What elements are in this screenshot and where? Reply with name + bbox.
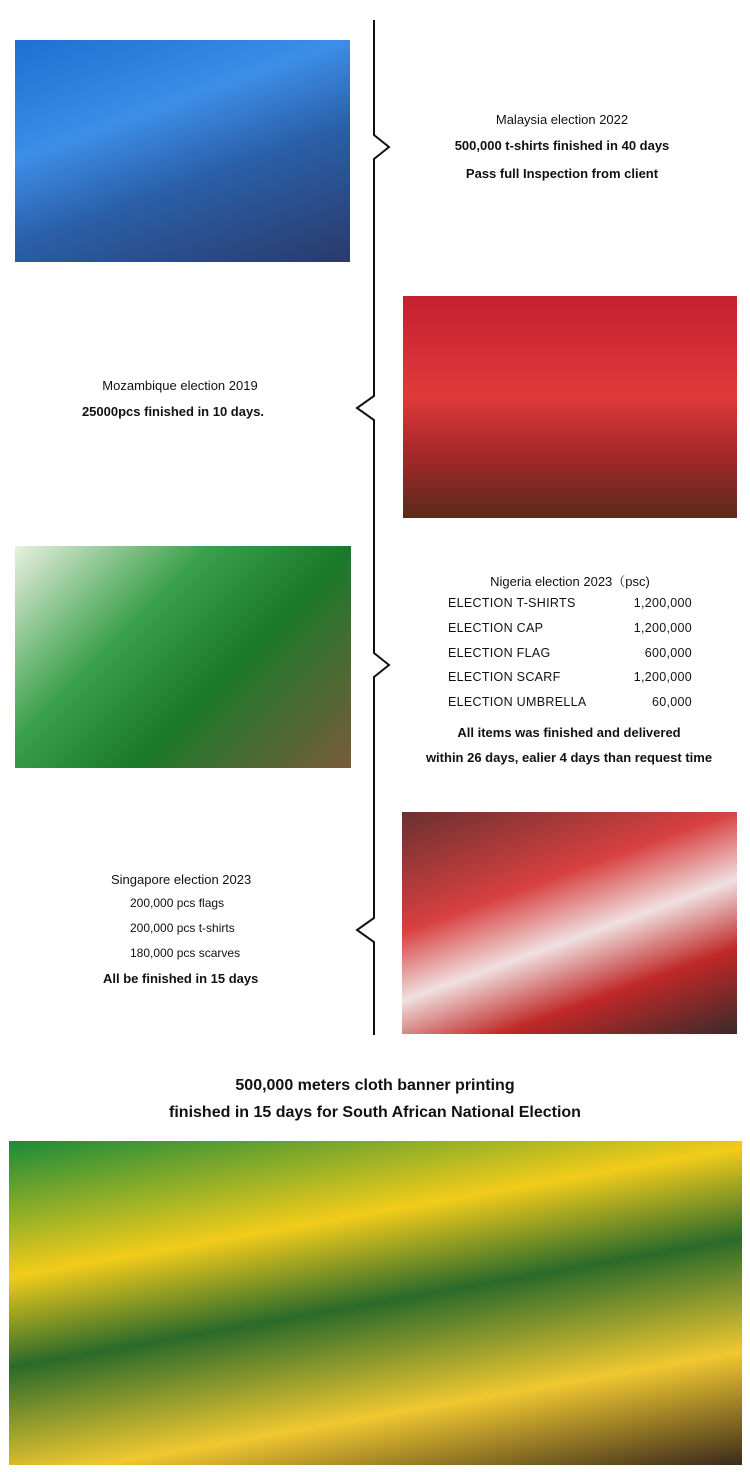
- nigeria-item: ELECTION SCARF 1,200,000: [448, 670, 692, 684]
- mozambique-rally-photo: [403, 296, 737, 518]
- nigeria-item: ELECTION FLAG 600,000: [448, 646, 692, 660]
- singapore-item: 200,000 pcs flags: [130, 896, 225, 910]
- mozambique-title: Mozambique election 2019: [102, 378, 258, 393]
- nigeria-item: ELECTION T-SHIRTS 1,200,000: [448, 596, 692, 610]
- nigeria-rally-photo: [15, 546, 351, 768]
- south-africa-rally-photo: [9, 1141, 742, 1465]
- mozambique-line1: 25000pcs finished in 10 days.: [81, 404, 265, 419]
- singapore-title: Singapore election 2023: [111, 872, 252, 887]
- nigeria-line2: within 26 days, ealier 4 days than request time: [425, 750, 713, 765]
- malaysia-line1: 500,000 t-shirts finished in 40 days: [454, 138, 670, 153]
- singapore-rally-photo: [402, 812, 737, 1034]
- nigeria-line1: All items was finished and delivered: [457, 725, 681, 740]
- south-africa-heading-1: 500,000 meters cloth banner printing: [235, 1077, 515, 1094]
- malaysia-title: Malaysia election 2022: [495, 112, 629, 127]
- malaysia-line2: Pass full Inspection from client: [465, 166, 659, 181]
- south-africa-heading-2: finished in 15 days for South African National Election: [169, 1104, 581, 1121]
- nigeria-item: ELECTION CAP 1,200,000: [448, 621, 692, 635]
- nigeria-title: Nigeria election 2023（psc): [490, 574, 650, 589]
- singapore-item: 200,000 pcs t-shirts: [130, 921, 235, 935]
- singapore-line1: All be finished in 15 days: [103, 971, 259, 986]
- malaysia-rally-photo: [15, 40, 350, 262]
- singapore-item: 180,000 pcs scarves: [130, 946, 241, 960]
- nigeria-item: ELECTION UMBRELLA 60,000: [448, 695, 692, 709]
